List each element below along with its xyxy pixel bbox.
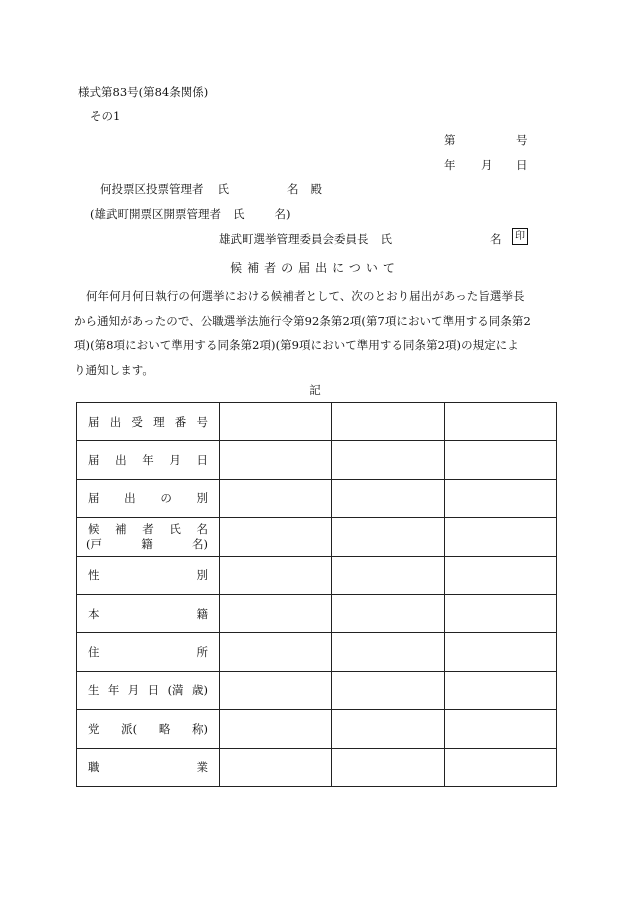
label-char: 生 — [88, 683, 100, 698]
label-char: 号 — [196, 414, 208, 429]
label-char: 職 — [88, 760, 100, 775]
label-char: 届 — [88, 414, 100, 429]
row-label-cell — [77, 633, 220, 671]
entry-cell[interactable] — [220, 518, 332, 556]
entry-cell[interactable] — [444, 671, 556, 709]
label-char: 籍 — [141, 536, 153, 551]
entry-cell[interactable] — [332, 403, 444, 441]
entry-cell[interactable] — [220, 710, 332, 748]
table-row — [77, 748, 557, 786]
entry-cell[interactable] — [444, 441, 556, 479]
table-row — [77, 556, 557, 594]
addressee-line-1 — [100, 181, 322, 197]
form-sub-label: その1 — [90, 109, 121, 123]
entry-cell[interactable] — [444, 594, 556, 632]
label-char: 出 — [124, 491, 136, 506]
date-year-label: 年 — [444, 158, 456, 172]
addressee-title: 何投票区投票管理者 — [100, 182, 204, 196]
entry-cell[interactable] — [220, 556, 332, 594]
addressee-shi: 氏 — [217, 182, 229, 196]
label-char: 出 — [109, 414, 122, 429]
document-number-suffix: 号 — [516, 133, 528, 147]
entry-cell[interactable] — [332, 594, 444, 632]
entry-cell[interactable] — [332, 556, 444, 594]
date-month-label: 月 — [481, 158, 493, 172]
row-label-cell — [77, 671, 220, 709]
row-label-cell — [77, 403, 220, 441]
entry-cell[interactable] — [444, 710, 556, 748]
label-char: 名) — [192, 536, 208, 551]
entry-cell[interactable] — [332, 671, 444, 709]
label-char: 本 — [88, 606, 100, 621]
label-char: 籍 — [196, 606, 208, 621]
table-row — [77, 479, 557, 517]
label-char: 党 — [88, 721, 100, 736]
body-line: 何年何月何日執行の何選挙における候補者として、次のとおり届出があった旨選挙長 — [86, 289, 525, 303]
body-line: から通知があったので、公職選挙法施行令第92条第2項(第7項において準用する同条第2 — [74, 313, 531, 328]
table-row — [77, 594, 557, 632]
label-char: 歳) — [191, 683, 208, 698]
row-label-cell — [77, 710, 220, 748]
addressee-dono: 殿 — [310, 182, 322, 196]
row-label-cell — [77, 556, 220, 594]
label-char: の — [160, 491, 172, 506]
label-char: 称) — [191, 721, 208, 736]
entry-cell[interactable] — [332, 479, 444, 517]
row-label-cell — [77, 748, 220, 786]
entry-cell[interactable] — [444, 633, 556, 671]
label-char: 年 — [142, 453, 154, 468]
label-char: 月 — [169, 453, 181, 468]
label-char: 者 — [142, 521, 154, 536]
body-paragraph — [74, 284, 558, 382]
row-label-cell — [77, 441, 220, 479]
table-row — [77, 518, 557, 556]
label-char: 氏 — [169, 521, 181, 536]
label-char: 月 — [127, 683, 140, 698]
label-char: 所 — [196, 645, 208, 660]
addressee-alt-title: (雄武町開票区開票管理者 — [90, 207, 221, 221]
document-title: 候補者の届出について — [230, 261, 400, 275]
label-char: (戸 — [86, 536, 102, 551]
entry-cell[interactable] — [220, 403, 332, 441]
entry-cell[interactable] — [444, 518, 556, 556]
label-char: 届 — [88, 491, 100, 506]
entry-cell[interactable] — [444, 479, 556, 517]
addressee-mei: 名 — [287, 182, 299, 196]
entry-cell[interactable] — [220, 479, 332, 517]
body-line: 項)(第8項において準用する同条第2項)(第9項において準用する同条第2項)の規定によ — [74, 338, 519, 352]
body-line: り通知します。 — [74, 362, 154, 377]
entry-cell[interactable] — [220, 633, 332, 671]
sender-shi: 氏 — [380, 232, 392, 246]
label-char: 出 — [115, 453, 127, 468]
table-row — [77, 441, 557, 479]
label-char: 届 — [88, 453, 100, 468]
label-char: 番 — [174, 414, 187, 429]
entry-cell[interactable] — [220, 671, 332, 709]
document-number-prefix: 第 — [444, 133, 456, 147]
entry-cell[interactable] — [332, 710, 444, 748]
label-char: 別 — [196, 491, 208, 506]
label-char: 住 — [88, 645, 100, 660]
date-day-label: 日 — [516, 158, 528, 172]
label-char: 理 — [153, 414, 165, 429]
label-char: 補 — [115, 521, 127, 536]
seal-stamp-box: 印 — [512, 228, 528, 245]
sender-line — [219, 231, 392, 247]
sender-mei: 名 — [490, 232, 502, 246]
table-row — [77, 403, 557, 441]
notification-table — [76, 402, 557, 787]
label-char: 受 — [131, 414, 143, 429]
addressee-alt-shi: 氏 — [233, 207, 245, 221]
ki-heading: 記 — [309, 383, 321, 397]
label-char: 候 — [88, 521, 100, 536]
row-label-cell — [77, 594, 220, 632]
label-char: 業 — [196, 760, 208, 775]
label-char: 年 — [107, 683, 120, 698]
sender-title: 雄武町選挙管理委員会委員長 — [219, 232, 369, 246]
label-char: (満 — [167, 683, 184, 698]
entry-cell[interactable] — [332, 633, 444, 671]
row-label-cell — [77, 479, 220, 517]
entry-cell[interactable] — [332, 518, 444, 556]
entry-cell[interactable] — [444, 556, 556, 594]
entry-cell[interactable] — [220, 748, 332, 786]
entry-cell[interactable] — [444, 748, 556, 786]
label-char: 日 — [196, 453, 208, 468]
addressee-alt-mei: 名) — [274, 207, 291, 221]
entry-cell[interactable] — [220, 441, 332, 479]
entry-cell[interactable] — [332, 441, 444, 479]
label-char: 名 — [196, 521, 208, 536]
form-number-label: 様式第83号(第84条関係) — [78, 85, 209, 99]
addressee-line-2 — [90, 206, 291, 222]
label-char: 性 — [88, 568, 100, 583]
entry-cell[interactable] — [444, 403, 556, 441]
label-char: 日 — [147, 683, 160, 698]
entry-cell[interactable] — [220, 594, 332, 632]
entry-cell[interactable] — [332, 748, 444, 786]
label-char: 派( — [121, 721, 138, 736]
label-char: 別 — [196, 568, 208, 583]
table-row — [77, 671, 557, 709]
label-char: 略 — [158, 721, 171, 736]
row-label-cell — [77, 518, 220, 556]
table-row — [77, 710, 557, 748]
table-row — [77, 633, 557, 671]
